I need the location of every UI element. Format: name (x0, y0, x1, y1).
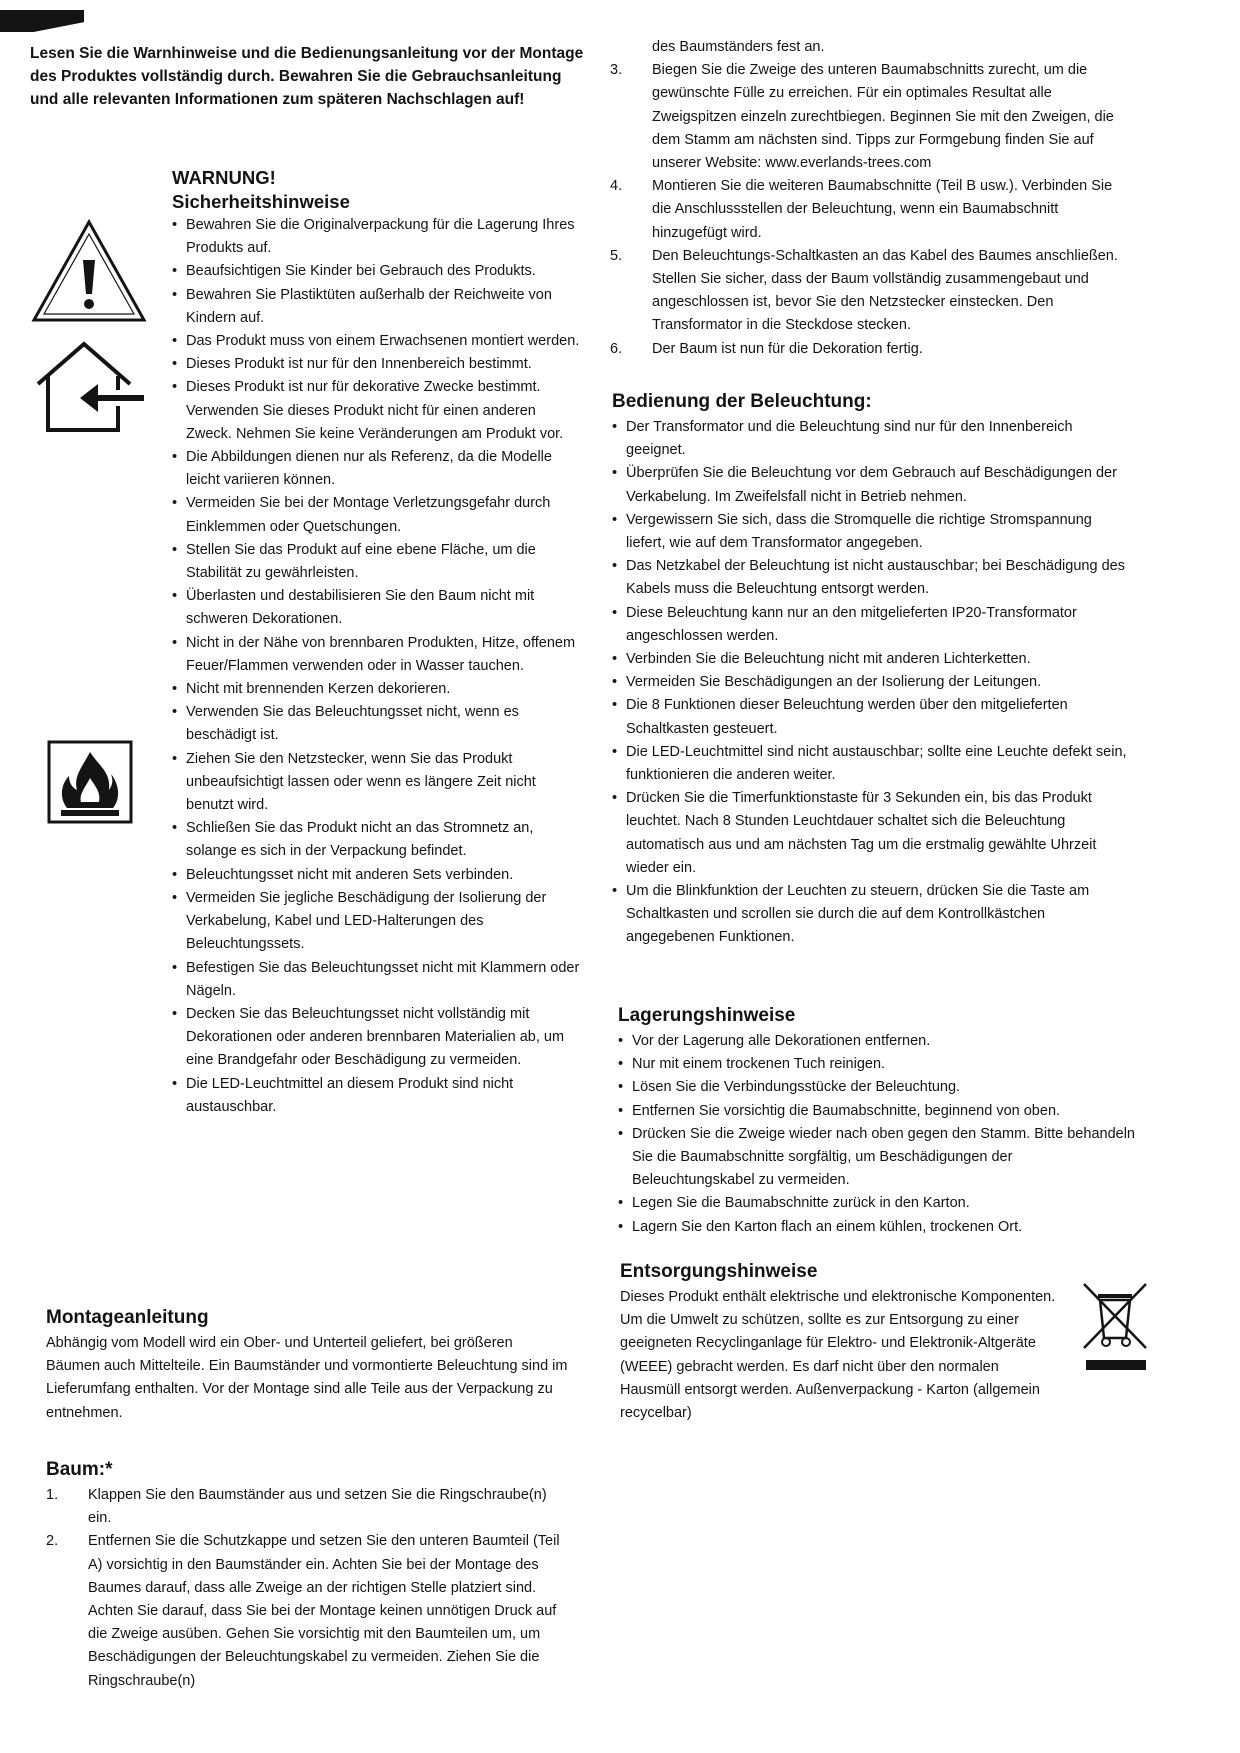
list-item: • Vor der Lagerung alle Dekorationen entfernen. (618, 1030, 1138, 1053)
list-item: • Überlasten und destabilisieren Sie den Baum nicht mit schweren Dekorationen. (172, 585, 582, 631)
step-number: 2. (46, 1533, 59, 1550)
baum-title: Baum:* (46, 1459, 113, 1480)
step-text: Montieren Sie die weiteren Baumabschnitte (Teil B usw.). Verbinden Sie die Anschlussstellen der Beleuchtung, wenn ein Baumabschnitt hinzugefügt wird. (652, 178, 1113, 241)
step-number: 4. (610, 178, 623, 195)
montage-title: Montageanleitung (46, 1307, 209, 1328)
list-item: • Um die Blinkfunktion der Leuchten zu steuern, drücken Sie die Taste am Schaltkasten und scrollen sie durch die auf dem Kontrollkästchen angegebenen Funktionen. (612, 880, 1132, 950)
weee-bin-icon (1080, 1280, 1152, 1377)
list-item: • Verbinden Sie die Beleuchtung nicht mit anderen Lichterketten. (612, 648, 1132, 671)
list-item: • Stellen Sie das Produkt auf eine ebene Fläche, um die Stabilität zu gewährleisten. (172, 539, 582, 585)
list-item: • Die LED-Leuchtmittel an diesem Produkt sind nicht austauschbar. (172, 1073, 582, 1119)
safety-list (172, 214, 582, 1119)
list-item: • Die 8 Funktionen dieser Beleuchtung werden über den mitgelieferten Schaltkasten gesteuert. (612, 694, 1132, 740)
step-number: 1. (46, 1487, 59, 1503)
step-item (610, 245, 1130, 338)
list-item: • Bewahren Sie Plastiktüten außerhalb der Reichweite von Kindern auf. (172, 284, 582, 330)
list-item: • Nicht in der Nähe von brennbaren Produkten, Hitze, offenem Feuer/Flammen verwenden oder in Wasser tauchen. (172, 632, 582, 678)
baum-steps-right (610, 59, 1130, 361)
intro-text: Lesen Sie die Warnhinweise und die Bedienungsanleitung vor der Montage des Produktes vollständig durch. Bewahren Sie die Gebrauchsanleitung und alle relevanten Informationen zum späteren Nachschlagen auf! (30, 45, 584, 108)
bedienung-list (612, 416, 1132, 950)
montage-text: Abhängig vom Modell wird ein Ober- und Unterteil geliefert, bei größeren Bäumen auch Mittelteile. Ein Baumständer und vormontierte Beleuchtung sind im Lieferumfang enthalten. Vor der Montage sind alle Teile aus der Verpackung zu entnehmen. (46, 1335, 568, 1421)
step-item (610, 59, 1130, 175)
baum-section (46, 1458, 570, 1693)
step-item (610, 175, 1130, 245)
step-item (46, 1530, 570, 1692)
step-text: Den Beleuchtungs-Schaltkasten an das Kabel des Baumes anschließen. Stellen Sie sicher, dass der Baum vollständig zusammengebaut und angeschlossen ist, bevor Sie den Netzstecker einstecken. Den Transformator in die Steckdose stecken. (652, 247, 1118, 334)
list-item: • Beleuchtungsset nicht mit anderen Sets verbinden. (172, 864, 582, 887)
entsorgung-section (620, 1260, 1060, 1425)
step-text: Der Baum ist nun für die Dekoration fertig. (652, 340, 923, 357)
list-item: • Dieses Produkt ist nur für den Innenbereich bestimmt. (172, 353, 582, 376)
baum-steps (46, 1484, 570, 1693)
warning-title: WARNUNG! (172, 167, 276, 188)
list-item: • Nur mit einem trockenen Tuch reinigen. (618, 1053, 1138, 1076)
list-item: • Lösen Sie die Verbindungsstücke der Beleuchtung. (618, 1076, 1138, 1099)
step-number: 6. (610, 340, 623, 357)
list-item: • Überprüfen Sie die Beleuchtung vor dem Gebrauch auf Beschädigungen der Verkabelung. Im Zweifelsfall nicht in Betrieb nehmen. (612, 462, 1132, 508)
list-item: • Bewahren Sie die Originalverpackung für die Lagerung Ihres Produkts auf. (172, 214, 582, 260)
list-item: • Ziehen Sie den Netzstecker, wenn Sie das Produkt unbeaufsichtigt lassen oder wenn es längere Zeit nicht benutzt wird. (172, 748, 582, 818)
list-item: • Decken Sie das Beleuchtungsset nicht vollständig mit Dekorationen oder anderen brennbaren Materialien ab, um eine Brandgefahr oder Beschädigung zu vermeiden. (172, 1003, 582, 1073)
list-item: • Schließen Sie das Produkt nicht an das Stromnetz an, solange es sich in der Verpackung befindet. (172, 817, 582, 863)
step-item (46, 1484, 570, 1530)
list-item: • Verwenden Sie das Beleuchtungsset nicht, wenn es beschädigt ist. (172, 701, 582, 747)
entsorgung-text: Dieses Produkt enthält elektrische und elektronische Komponenten. Um die Umwelt zu schützen, sollte es zur Entsorgung zu einer geeigneten Recyclinganlage für Elektro- und Elektronik-Altgeräte (WEEE) gebracht werden. Es darf nicht über den normalen Hausmüll entsorgt werden. Außenverpackung - Karton (allgemein recycelbar) (620, 1289, 1056, 1422)
list-item: • Nicht mit brennenden Kerzen dekorieren. (172, 678, 582, 701)
list-item: • Vermeiden Sie jegliche Beschädigung der Isolierung der Verkabelung, Kabel und LED-Halterungen des Beleuchtungssets. (172, 887, 582, 957)
step-number: 3. (610, 62, 623, 79)
list-item: • Beaufsichtigen Sie Kinder bei Gebrauch des Produkts. (172, 260, 582, 283)
list-item: • Lagern Sie den Karton flach an einem kühlen, trockenen Ort. (618, 1216, 1138, 1239)
list-item: • Der Transformator und die Beleuchtung sind nur für den Innenbereich geeignet. (612, 416, 1132, 462)
list-item: • Die Abbildungen dienen nur als Referenz, da die Modelle leicht variieren können. (172, 446, 582, 492)
step-text: Entfernen Sie die Schutzkappe und setzen Sie den unteren Baumteil (Teil A) vorsichtig in den Baumständer ein. Achten Sie bei der Montage des Baumes darauf, dass alle Zweige an der richtigen Stelle platziert sind. Achten Sie darauf, dass Sie bei der Montage keinen unnötigen Druck auf die Zweige ausüben. Gehen Sie vorsichtig mit den Baumteilen um, um Beschädigungen der Beleuchtungskabel zu vermeiden. Ziehen Sie die Ringschraube(n) (88, 1533, 560, 1689)
list-item: • Legen Sie die Baumabschnitte zurück in den Karton. (618, 1192, 1138, 1215)
list-item: • Vergewissern Sie sich, dass die Stromquelle die richtige Stromspannung liefert, wie auf dem Transformator angegeben. (612, 509, 1132, 555)
montage-section (46, 1306, 570, 1425)
list-item: • Befestigen Sie das Beleuchtungsset nicht mit Klammern oder Nägeln. (172, 957, 582, 1003)
entsorgung-title: Entsorgungshinweise (620, 1261, 818, 1282)
bedienung-section (612, 390, 1132, 950)
list-item: • Das Produkt muss von einem Erwachsenen montiert werden. (172, 330, 582, 353)
warning-triangle-icon (30, 218, 148, 329)
step-text: Klappen Sie den Baumständer aus und setzen Sie die Ringschraube(n) ein. (88, 1487, 547, 1527)
list-item: • Entfernen Sie vorsichtig die Baumabschnitte, beginnend von oben. (618, 1100, 1138, 1123)
flammable-icon (47, 740, 133, 829)
lagerung-section (618, 1004, 1138, 1239)
lagerung-list (618, 1030, 1138, 1239)
list-item: • Das Netzkabel der Beleuchtung ist nicht austauschbar; bei Beschädigung des Kabels muss die Beleuchtung entsorgt werden. (612, 555, 1132, 601)
step-number: 5. (610, 247, 623, 264)
list-item: • Vermeiden Sie bei der Montage Verletzungsgefahr durch Einklemmen oder Quetschungen. (172, 492, 582, 538)
step-continuation: des Baumständers fest an. (652, 39, 825, 55)
indoor-use-icon (34, 340, 146, 437)
step-text: Biegen Sie die Zweige des unteren Baumabschnitts zurecht, um die gewünschte Fülle zu erreichen. Für ein optimales Resultat alle Zweigspitzen einzeln zurechtbiegen. Beginnen Sie mit den Zweigen, die dem Stamm am nächsten sind. Tipps zur Formgebung finden Sie auf unserer Website: www.everlands-trees.com (652, 62, 1114, 172)
list-item: • Diese Beleuchtung kann nur an den mitgelieferten IP20-Transformator angeschlossen werden. (612, 602, 1132, 648)
list-item: • Drücken Sie die Timerfunktionstaste für 3 Sekunden ein, bis das Produkt leuchtet. Nach 8 Stunden Leuchtdauer schaltet sich die Beleuchtung automatisch aus und am nächsten Tag um die erstmalig gewählte Uhrzeit wieder ein. (612, 787, 1132, 880)
warning-section (172, 166, 582, 1119)
list-item: • Drücken Sie die Zweige wieder nach oben gegen den Stamm. Bitte behandeln Sie die Baumabschnitte sorgfältig, um Beschädigungen der Beleuchtungskabel zu vermeiden. (618, 1123, 1138, 1193)
bedienung-title: Bedienung der Beleuchtung: (612, 391, 872, 412)
safety-subtitle: Sicherheitshinweise (172, 191, 350, 212)
list-item: • Vermeiden Sie Beschädigungen an der Isolierung der Leitungen. (612, 671, 1132, 694)
baum-steps-continued (610, 36, 1130, 361)
step-item (610, 338, 1130, 361)
list-item: • Die LED-Leuchtmittel sind nicht austauschbar; sollte eine Leuchte defekt sein, funktionieren die anderen weiter. (612, 741, 1132, 787)
language-tab-marker (0, 10, 84, 32)
list-item: • Dieses Produkt ist nur für dekorative Zwecke bestimmt. Verwenden Sie dieses Produkt nicht für einen anderen Zweck. Nehmen Sie keine Veränderungen am Produkt vor. (172, 376, 582, 446)
lagerung-title: Lagerungshinweise (618, 1005, 796, 1026)
